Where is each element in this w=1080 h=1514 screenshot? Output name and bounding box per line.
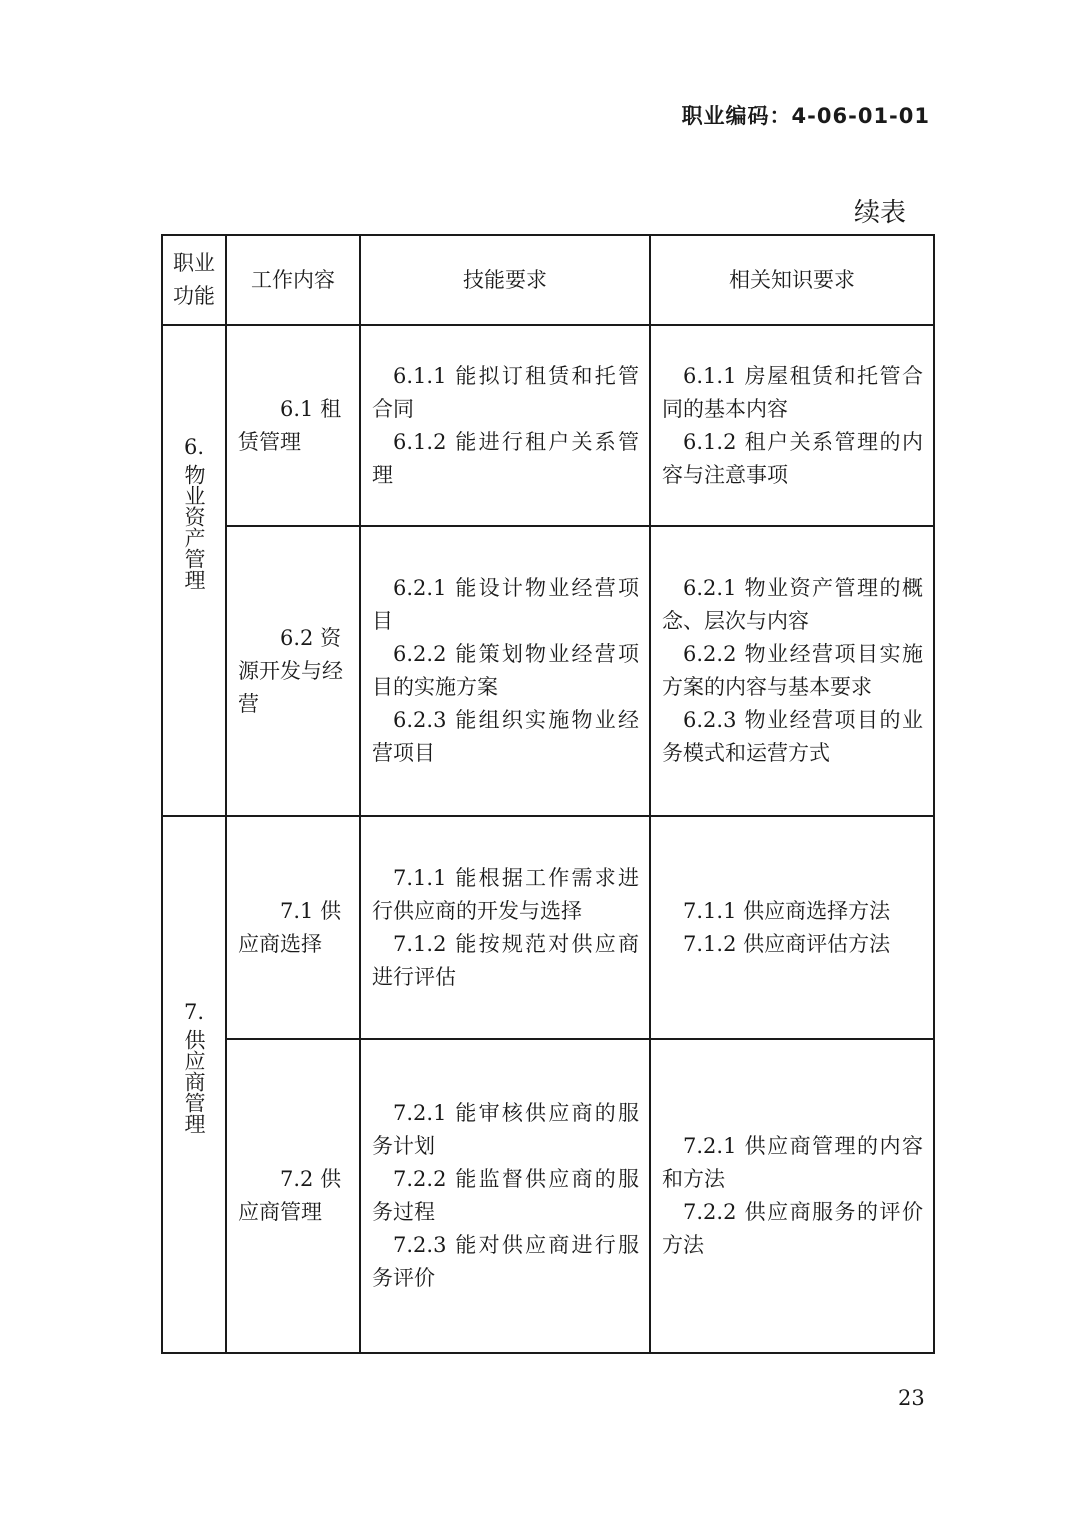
knowledge-item: 7.2.1 供应商管理的内容和方法	[662, 1134, 923, 1191]
header-knowledge: 相关知识要求	[650, 235, 934, 325]
work-content: 6.1 租赁管理	[238, 396, 342, 454]
skills-cell	[360, 325, 650, 526]
knowledge-item: 6.1.1 房屋租赁和托管合同的基本内容	[662, 363, 923, 421]
work-content-cell	[226, 1039, 360, 1353]
skill-item: 6.2.2 能策划物业经营项目的实施方案	[372, 642, 639, 699]
page-number: 23	[898, 1386, 925, 1410]
skill-item: 7.2.1 能审核供应商的服务计划	[372, 1101, 639, 1158]
work-content: 7.2 供应商管理	[238, 1167, 342, 1224]
knowledge-item: 7.1.2 供应商评估方法	[683, 931, 891, 956]
continued-label: 续表	[853, 198, 906, 228]
skills-cell	[360, 1039, 650, 1353]
skill-item: 6.2.3 能组织实施物业经营项目	[372, 708, 639, 765]
knowledge-item: 6.1.2 租户关系管理的内容与注意事项	[662, 429, 923, 487]
skills-cell	[360, 526, 650, 816]
header-function	[162, 235, 226, 325]
table-header-row	[162, 235, 934, 325]
knowledge-cell	[650, 816, 934, 1039]
table-row	[162, 816, 934, 1039]
work-content-cell	[226, 816, 360, 1039]
table-row	[162, 526, 934, 816]
function-cell	[162, 325, 226, 816]
function-number: 6.	[183, 435, 205, 459]
skill-item: 7.1.2 能按规范对供应商进行评估	[372, 931, 639, 989]
skills-table	[161, 234, 935, 1354]
knowledge-item: 6.2.2 物业经营项目实施方案的内容与基本要求	[662, 642, 923, 699]
skill-item: 7.1.1 能根据工作需求进行供应商的开发与选择	[372, 865, 639, 923]
knowledge-item: 7.2.2 供应商服务的评价方法	[662, 1200, 923, 1257]
table-row	[162, 1039, 934, 1353]
header-function-line: 职业	[173, 251, 215, 276]
work-content-cell	[226, 325, 360, 526]
work-content: 7.1 供应商选择	[238, 898, 342, 956]
knowledge-cell	[650, 526, 934, 816]
header-function-line: 功能	[173, 284, 215, 308]
knowledge-item: 6.2.3 物业经营项目的业务模式和运营方式	[662, 708, 923, 765]
work-content-cell	[226, 526, 360, 816]
knowledge-item: 6.2.1 物业资产管理的概念、层次与内容	[662, 576, 923, 633]
skill-item: 7.2.3 能对供应商进行服务评价	[372, 1233, 639, 1290]
skill-item: 6.2.1 能设计物业经营项目	[372, 576, 639, 633]
knowledge-item: 7.1.1 供应商选择方法	[683, 898, 891, 923]
header-work-content: 工作内容	[226, 235, 360, 325]
work-content: 6.2 资源开发与经营	[238, 625, 343, 716]
function-number: 7.	[183, 999, 205, 1024]
knowledge-cell	[650, 325, 934, 526]
header-skills: 技能要求	[360, 235, 650, 325]
knowledge-cell	[650, 1039, 934, 1353]
table-row	[162, 325, 934, 526]
skill-item: 6.1.2 能进行租户关系管理	[372, 429, 639, 487]
skills-cell	[360, 816, 650, 1039]
function-name: 物业资产管理	[182, 464, 206, 590]
occupation-code: 职业编码：4-06-01-01	[681, 104, 930, 128]
function-cell	[162, 816, 226, 1353]
function-name: 供应商管理	[182, 1028, 206, 1134]
skill-item: 6.1.1 能拟订租赁和托管合同	[372, 363, 639, 421]
skill-item: 7.2.2 能监督供应商的服务过程	[372, 1167, 639, 1224]
